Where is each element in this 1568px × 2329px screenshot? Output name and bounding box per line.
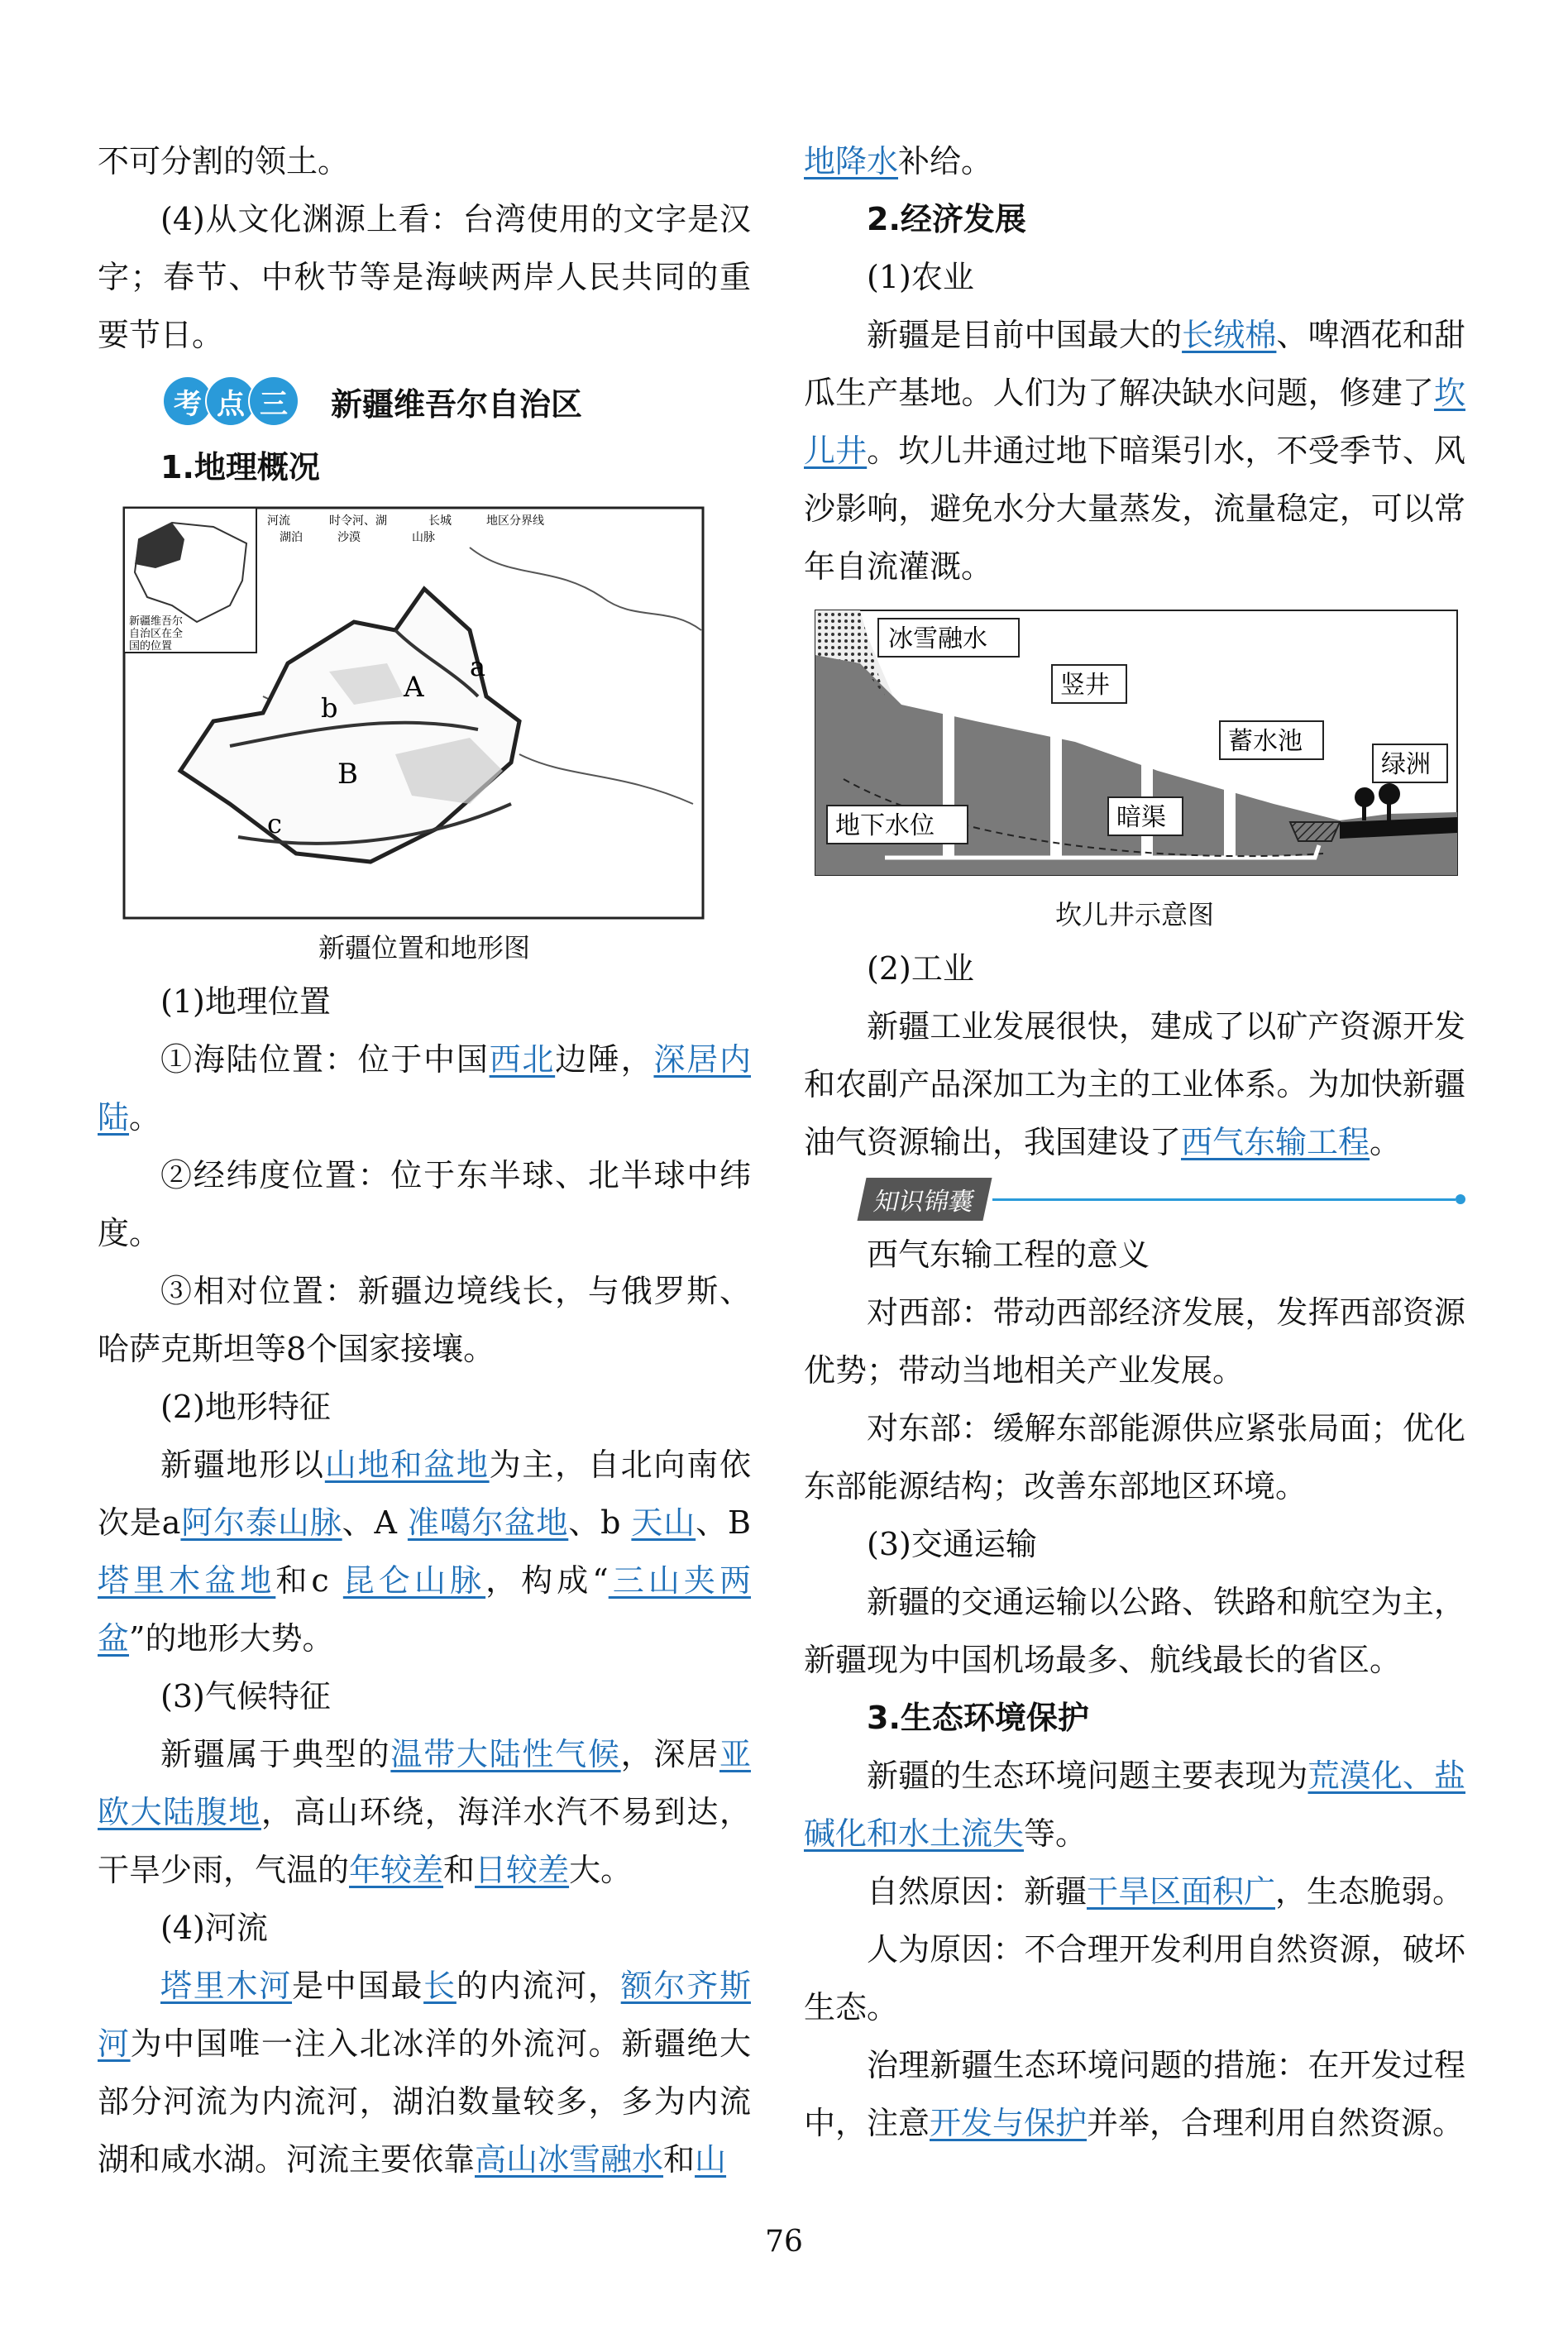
paragraph: 不可分割的领土。 — [98, 143, 350, 179]
karez-diagram-figure — [804, 605, 1465, 940]
paragraph: 治理新疆生态环境问题的措施：在开发过程中，注意开发与保护并举，合理利用自然资源。 — [804, 2047, 1465, 2141]
paragraph: 对西部：带动西部经济发展，发挥西部资源优势；带动当地相关产业发展。 — [804, 1294, 1465, 1389]
karez-diagram — [810, 605, 1464, 887]
label-shaft: 竖井 — [1060, 671, 1110, 700]
paragraph: 新疆地形以山地和盆地为主，自北向南依次是a阿尔泰山脉、A 准噶尔盆地、b 天山、B 塔里木盆地和c 昆仑山脉，构成“三山夹两盆”的地形大势。 — [98, 1447, 751, 1657]
legend-wall: 长城 — [428, 514, 452, 528]
map-label-A: A — [404, 671, 424, 704]
paragraph: 对东部：缓解东部能源供应紧张局面；优化东部能源结构；改善东部地区环境。 — [804, 1410, 1465, 1504]
legend-mountain: 山脉 — [412, 531, 435, 544]
inset-label: 国的位置 — [129, 640, 173, 653]
badge-char: 考 — [164, 377, 212, 425]
paragraph: 西气东输工程的意义 — [867, 1236, 1150, 1273]
legend-desert: 沙漠 — [337, 531, 361, 544]
section-title: 新疆维吾尔自治区 — [331, 385, 583, 423]
legend-border: 地区分界线 — [486, 514, 544, 528]
section-badge — [164, 364, 751, 438]
paragraph: 塔里木河是中国最长的内流河，额尔齐斯河为中国唯一注入北冰洋的外流河。新疆绝大部分河流为内流河，湖泊数量较多，多为内流湖和咸水湖。河流主要依靠高山冰雪融水和山 — [98, 1968, 751, 2178]
subheading: (3)交通运输 — [867, 1526, 1037, 1562]
divider — [992, 1198, 1456, 1201]
map-caption: 新疆位置和地形图 — [318, 932, 530, 964]
page-number: 76 — [765, 2225, 803, 2259]
label-snowmelt: 冰雪融水 — [888, 624, 987, 653]
heading-geography: 1.地理概况 — [160, 449, 320, 485]
paragraph: 新疆的生态环境问题主要表现为荒漠化、盐碱化和水土流失等。 — [804, 1758, 1465, 1852]
right-column — [804, 132, 1465, 2152]
legend-lake: 湖泊 — [280, 531, 303, 544]
paragraph: 新疆属于典型的温带大陆性气候，深居亚欧大陆腹地，高山环绕，海洋水汽不易到达，干旱少雨，气温的年较差和日较差大。 — [98, 1736, 751, 1888]
paragraph: 新疆是目前中国最大的长绒棉、啤酒花和甜瓜生产基地。人们为了解决缺水问题，修建了坎儿井。坎儿井通过地下暗渠引水，不受季节、风沙影响，避免水分大量蒸发，流量稳定，可以常年自流灌溉。 — [804, 317, 1465, 585]
subheading: (3)气候特征 — [160, 1678, 331, 1714]
xinjiang-map-figure — [98, 506, 751, 973]
label-reservoir: 蓄水池 — [1228, 727, 1303, 756]
paragraph: ②经纬度位置：位于东半球、北半球中纬度。 — [98, 1157, 751, 1251]
heading-ecology: 3.生态环境保护 — [867, 1700, 1089, 1736]
label-watertable: 地下水位 — [835, 811, 935, 840]
legend-river: 河流 — [267, 514, 290, 528]
subheading: (2)地形特征 — [160, 1389, 331, 1425]
paragraph: 新疆的交通运输以公路、铁路和航空为主，新疆现为中国机场最多、航线最长的省区。 — [804, 1584, 1465, 1678]
map-label-B: B — [337, 758, 358, 791]
paragraph: (4)从文化渊源上看：台湾使用的文字是汉字；春节、中秋节等是海峡两岸人民共同的重要节日。 — [98, 201, 751, 353]
map-label-b: b — [321, 692, 338, 724]
map-label-c: c — [267, 808, 282, 839]
map-label-a: a — [470, 651, 486, 682]
paragraph: 人为原因：不合理开发利用自然资源，破坏生态。 — [804, 1931, 1465, 2025]
legend-seasonal: 时令河、湖 — [329, 514, 387, 528]
inset-label: 自治区在全 — [129, 628, 184, 640]
inset-label: 新疆维吾尔 — [129, 615, 184, 628]
subheading: (4)河流 — [160, 1910, 268, 1946]
paragraph: 自然原因：新疆干旱区面积广，生态脆弱。 — [867, 1873, 1465, 1910]
subheading: (1)农业 — [867, 259, 974, 295]
xinjiang-map — [122, 506, 776, 920]
left-column — [98, 132, 751, 2188]
diagram-caption: 坎儿井示意图 — [1054, 899, 1214, 930]
paragraph: 地降水补给。 — [804, 143, 993, 179]
paragraph: ①海陆位置：位于中国西北边陲，深居内陆。 — [98, 1041, 751, 1136]
dot-icon — [1456, 1194, 1465, 1204]
label-oasis: 绿洲 — [1381, 750, 1431, 779]
paragraph: 新疆工业发展很快，建成了以矿产资源开发和农副产品深加工为主的工业体系。为加快新疆油气资源输出，我国建设了西气东输工程。 — [804, 1008, 1465, 1160]
knowledge-box-header — [804, 1174, 1465, 1224]
badge-char: 三 — [250, 377, 298, 425]
badge-char: 点 — [207, 377, 255, 425]
subheading: (1)地理位置 — [160, 983, 331, 1020]
heading-economy: 2.经济发展 — [867, 201, 1026, 237]
label-canal: 暗渠 — [1116, 803, 1166, 832]
subheading: (2)工业 — [867, 950, 974, 987]
paragraph: ③相对位置：新疆边境线长，与俄罗斯、哈萨克斯坦等8个国家接壤。 — [98, 1273, 751, 1367]
knowledge-tag: 知识锦囊 — [857, 1178, 992, 1221]
